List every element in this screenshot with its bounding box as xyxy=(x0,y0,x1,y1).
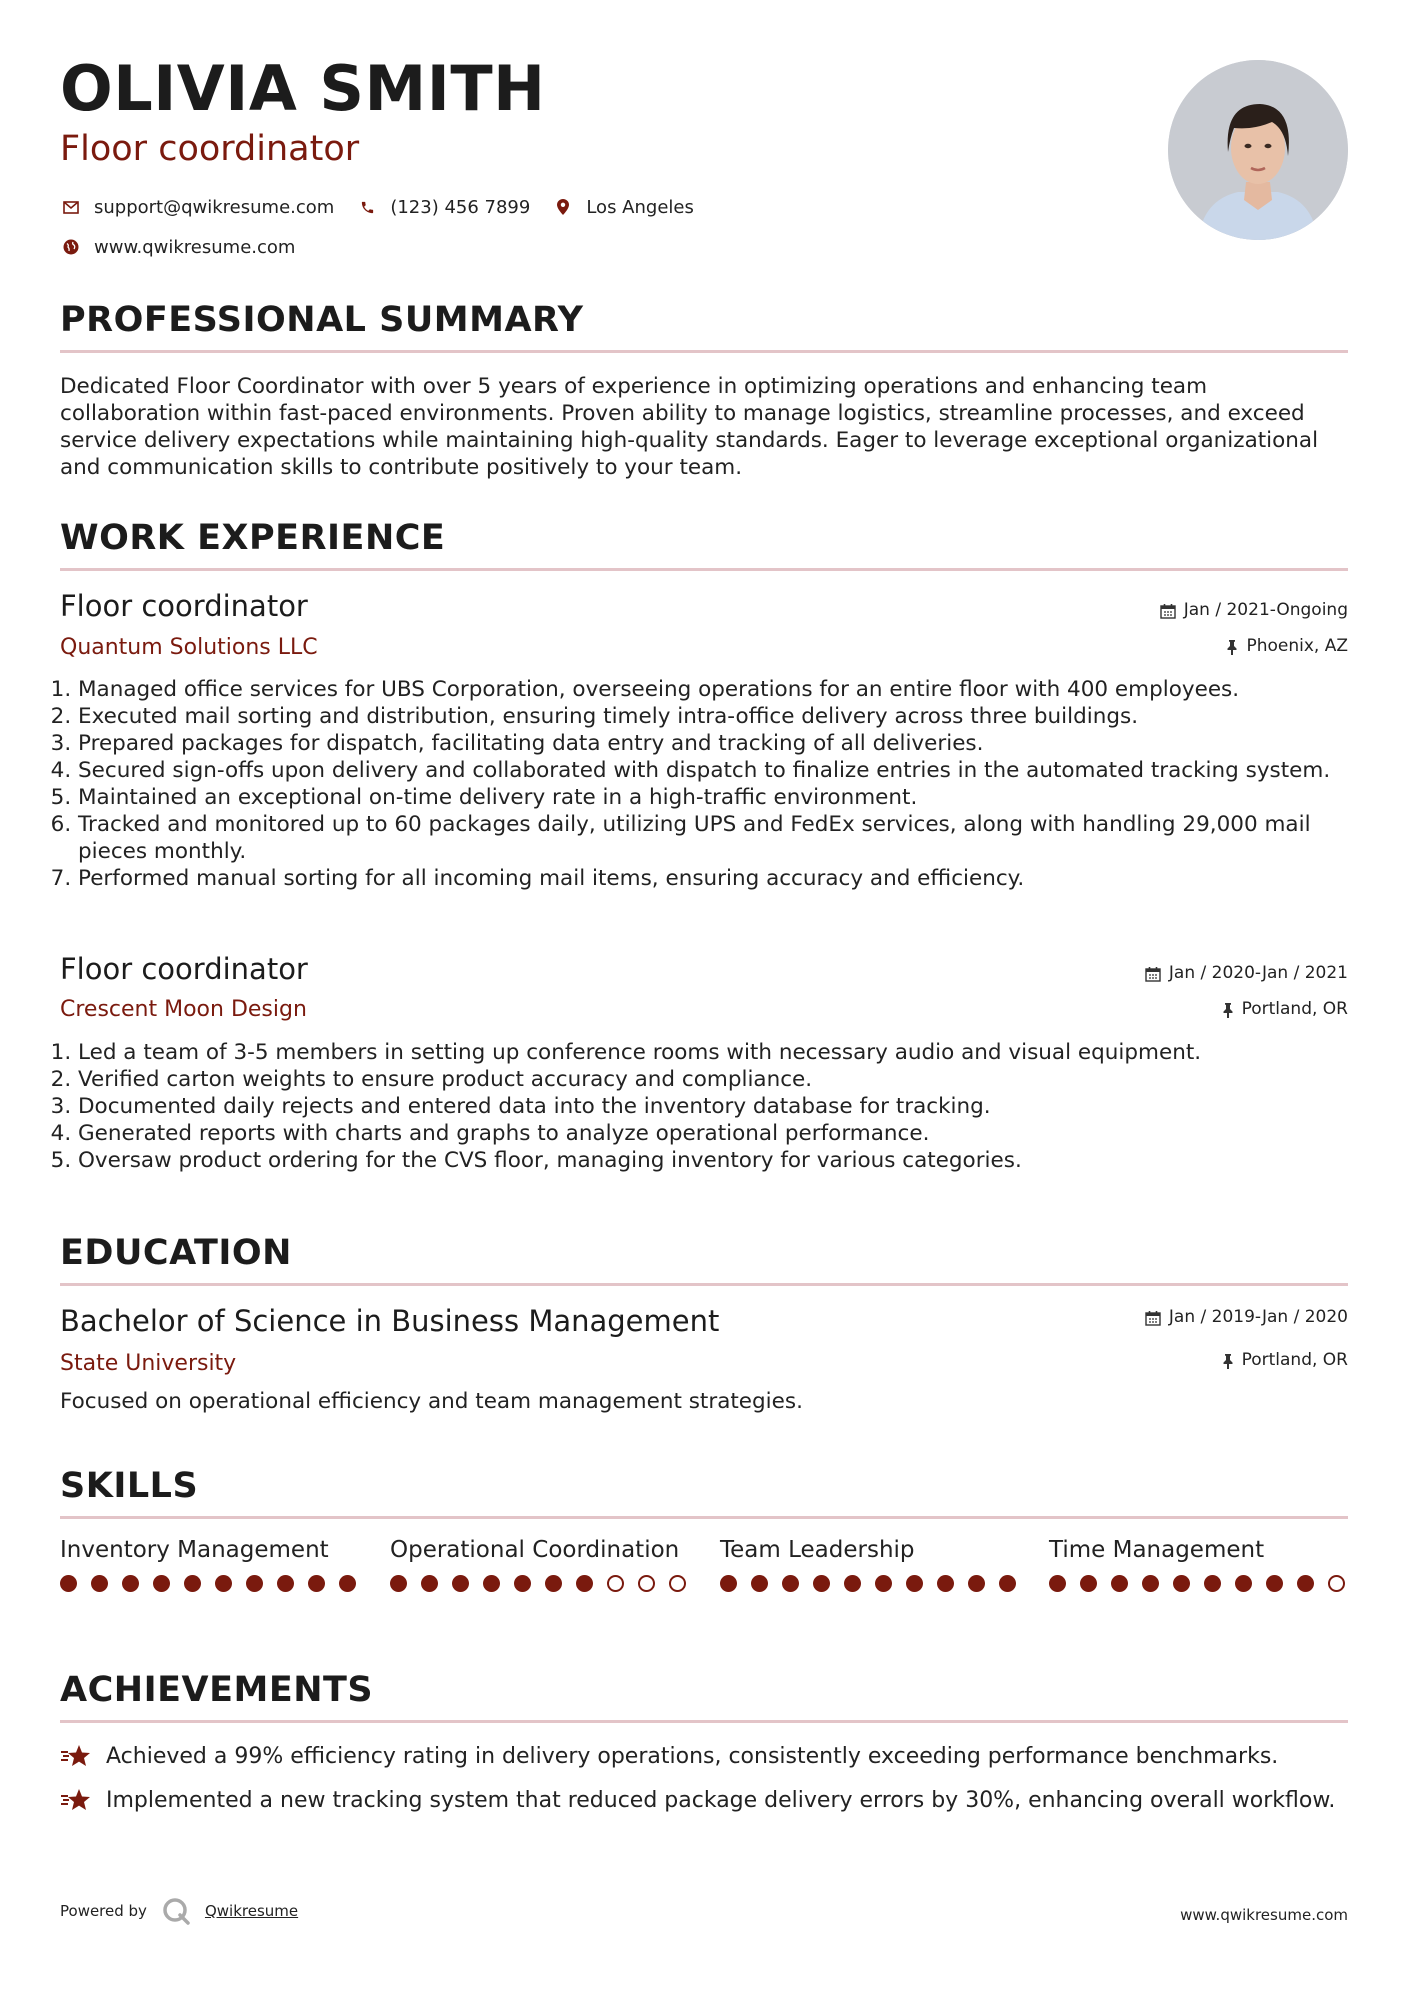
rating-dot-filled xyxy=(246,1575,263,1592)
skill-rating xyxy=(60,1575,370,1592)
rating-dot-filled xyxy=(1235,1575,1252,1592)
list-item: 4. Secured sign-offs upon delivery and collaborated with dispatch to finalize entries in the automated tracking system. xyxy=(78,757,1348,784)
job-location-text: Phoenix, AZ xyxy=(1246,636,1348,656)
achievements-heading: ACHIEVEMENTS xyxy=(60,1670,374,1710)
rating-dot-filled xyxy=(60,1575,77,1592)
section-divider xyxy=(60,350,1348,353)
rating-dot-filled xyxy=(1266,1575,1283,1592)
skill-rating xyxy=(390,1575,700,1592)
achievement-item xyxy=(60,1787,1335,1813)
job-company: Crescent Moon Design xyxy=(60,997,307,1022)
calendar-icon xyxy=(1160,603,1176,619)
rating-dot-filled xyxy=(1297,1575,1314,1592)
footer-powered-by xyxy=(60,1896,298,1926)
list-item: 6. Tracked and monitored up to 60 packages daily, utilizing UPS and FedEx services, along with handling 29,000 mail pieces monthly. xyxy=(78,811,1348,865)
list-item: 2. Verified carton weights to ensure product accuracy and compliance. xyxy=(78,1066,1348,1093)
rating-dot-filled xyxy=(999,1575,1016,1592)
job-location xyxy=(1222,1001,1348,1018)
list-item: 1. Led a team of 3-5 members in setting up conference rooms with necessary audio and visual equipment. xyxy=(78,1039,1348,1066)
skill-item xyxy=(1049,1535,1359,1592)
rating-dot-empty xyxy=(669,1575,686,1592)
skill-rating xyxy=(720,1575,1030,1592)
degree-title: Bachelor of Science in Business Management xyxy=(60,1304,720,1338)
experience-heading: WORK EXPERIENCE xyxy=(60,518,446,558)
rating-dot-filled xyxy=(91,1575,108,1592)
pushpin-icon xyxy=(1222,1353,1234,1369)
section-divider xyxy=(60,568,1348,571)
job-dates-text: Jan / 2021-Ongoing xyxy=(1183,600,1348,620)
map-pin-icon xyxy=(552,196,574,218)
pushpin-icon xyxy=(1226,639,1238,655)
skill-item xyxy=(720,1535,1030,1592)
qwikresume-link[interactable]: Qwikresume xyxy=(204,1902,299,1920)
website-text: www.qwikresume.com xyxy=(94,236,296,258)
summary-heading: PROFESSIONAL SUMMARY xyxy=(60,300,584,340)
section-divider xyxy=(60,1720,1348,1723)
list-item: 2. Executed mail sorting and distribution, ensuring timely intra-office delivery across three buildings. xyxy=(78,703,1348,730)
pushpin-icon xyxy=(1222,1002,1234,1018)
job-title: Floor coordinator xyxy=(60,952,308,986)
calendar-icon xyxy=(1145,966,1161,982)
list-item: 7. Performed manual sorting for all incoming mail items, ensuring accuracy and efficiency. xyxy=(78,865,1348,892)
globe-icon xyxy=(60,236,82,258)
achievement-text: Achieved a 99% efficiency rating in delivery operations, consistently exceeding performance benchmarks. xyxy=(106,1743,1279,1769)
summary-text: Dedicated Floor Coordinator with over 5 years of experience in optimizing operations and enhancing team collaboration within fast-paced environments. Proven ability to manage logistics, streamline processes, and exceed service delivery expectations while maintaining high-quality standards. Eager to leverage exceptional organizational and communication skills to contribute positively to your team. xyxy=(60,374,1319,480)
skill-rating xyxy=(1049,1575,1359,1592)
rating-dot-filled xyxy=(308,1575,325,1592)
rating-dot-filled xyxy=(514,1575,531,1592)
rating-dot-filled xyxy=(277,1575,294,1592)
skill-name: Operational Coordination xyxy=(390,1537,680,1563)
candidate-title: Floor coordinator xyxy=(60,129,360,169)
list-item: 3. Prepared packages for dispatch, facilitating data entry and tracking of all deliveries. xyxy=(78,730,1348,757)
education-heading: EDUCATION xyxy=(60,1233,292,1273)
phone-icon xyxy=(356,196,378,218)
envelope-icon xyxy=(60,196,82,218)
job-dates xyxy=(1160,602,1348,619)
candidate-name: OLIVIA SMITH xyxy=(60,52,546,125)
rating-dot-filled xyxy=(1111,1575,1128,1592)
skill-name: Inventory Management xyxy=(60,1537,329,1563)
contact-row xyxy=(60,196,716,218)
job-bullet-list xyxy=(60,676,1348,892)
rating-dot-filled xyxy=(452,1575,469,1592)
qwikresume-logo-icon xyxy=(161,1896,191,1926)
rating-dot-filled xyxy=(1204,1575,1221,1592)
rating-dot-filled xyxy=(813,1575,830,1592)
rating-dot-filled xyxy=(153,1575,170,1592)
rating-dot-filled xyxy=(1080,1575,1097,1592)
rating-dot-empty xyxy=(638,1575,655,1592)
achievement-text: Implemented a new tracking system that reduced package delivery errors by 30%, enhancing overall workflow. xyxy=(106,1787,1336,1813)
shooting-star-icon xyxy=(60,1787,92,1813)
calendar-icon xyxy=(1145,1310,1161,1326)
shooting-star-icon xyxy=(60,1743,92,1769)
contact-phone[interactable] xyxy=(356,196,530,218)
profile-photo xyxy=(1168,60,1348,240)
rating-dot-filled xyxy=(576,1575,593,1592)
powered-by-text: Powered by xyxy=(60,1902,147,1920)
list-item: 1. Managed office services for UBS Corporation, overseeing operations for an entire floor with 400 employees. xyxy=(78,676,1348,703)
rating-dot-empty xyxy=(1328,1575,1345,1592)
skill-name: Team Leadership xyxy=(720,1537,915,1563)
rating-dot-filled xyxy=(968,1575,985,1592)
phone-text: (123) 456 7899 xyxy=(390,196,531,218)
skills-heading: SKILLS xyxy=(60,1466,199,1506)
job-bullet-list xyxy=(60,1039,1348,1174)
rating-dot-filled xyxy=(1049,1575,1066,1592)
rating-dot-filled xyxy=(782,1575,799,1592)
education-dates-text: Jan / 2019-Jan / 2020 xyxy=(1168,1307,1348,1327)
list-item: 4. Generated reports with charts and graphs to analyze operational performance. xyxy=(78,1120,1348,1147)
resume-page xyxy=(60,0,1348,1990)
education-description: Focused on operational efficiency and team management strategies. xyxy=(60,1389,803,1414)
job-location xyxy=(1226,638,1348,655)
contact-website[interactable] xyxy=(60,236,295,258)
job-dates xyxy=(1145,965,1348,982)
skill-item xyxy=(60,1535,370,1592)
list-item: 5. Maintained an exceptional on-time delivery rate in a high-traffic environment. xyxy=(78,784,1348,811)
contact-location xyxy=(552,196,694,218)
list-item: 3. Documented daily rejects and entered data into the inventory database for tracking. xyxy=(78,1093,1348,1120)
achievement-item xyxy=(60,1743,1278,1769)
email-text: support@qwikresume.com xyxy=(94,196,335,218)
job-title: Floor coordinator xyxy=(60,589,308,623)
rating-dot-filled xyxy=(122,1575,139,1592)
education-dates xyxy=(1145,1309,1348,1326)
rating-dot-filled xyxy=(339,1575,356,1592)
education-location xyxy=(1222,1352,1348,1369)
rating-dot-filled xyxy=(875,1575,892,1592)
rating-dot-filled xyxy=(390,1575,407,1592)
rating-dot-filled xyxy=(215,1575,232,1592)
rating-dot-filled xyxy=(483,1575,500,1592)
rating-dot-filled xyxy=(844,1575,861,1592)
list-item: 5. Oversaw product ordering for the CVS floor, managing inventory for various categories. xyxy=(78,1147,1348,1174)
section-divider xyxy=(60,1283,1348,1286)
rating-dot-filled xyxy=(1173,1575,1190,1592)
contact-row-website xyxy=(60,236,317,258)
footer-website[interactable]: www.qwikresume.com xyxy=(1180,1906,1348,1924)
rating-dot-empty xyxy=(607,1575,624,1592)
section-divider xyxy=(60,1516,1348,1519)
skill-item xyxy=(390,1535,700,1592)
rating-dot-filled xyxy=(720,1575,737,1592)
rating-dot-filled xyxy=(545,1575,562,1592)
location-text: Los Angeles xyxy=(586,196,694,218)
job-company: Quantum Solutions LLC xyxy=(60,635,318,660)
job-location-text: Portland, OR xyxy=(1241,999,1348,1019)
rating-dot-filled xyxy=(906,1575,923,1592)
education-location-text: Portland, OR xyxy=(1241,1350,1348,1370)
rating-dot-filled xyxy=(937,1575,954,1592)
school-name: State University xyxy=(60,1351,237,1376)
rating-dot-filled xyxy=(1142,1575,1159,1592)
contact-email[interactable] xyxy=(60,196,334,218)
rating-dot-filled xyxy=(751,1575,768,1592)
job-dates-text: Jan / 2020-Jan / 2021 xyxy=(1168,963,1348,983)
rating-dot-filled xyxy=(421,1575,438,1592)
rating-dot-filled xyxy=(184,1575,201,1592)
skill-name: Time Management xyxy=(1049,1537,1265,1563)
